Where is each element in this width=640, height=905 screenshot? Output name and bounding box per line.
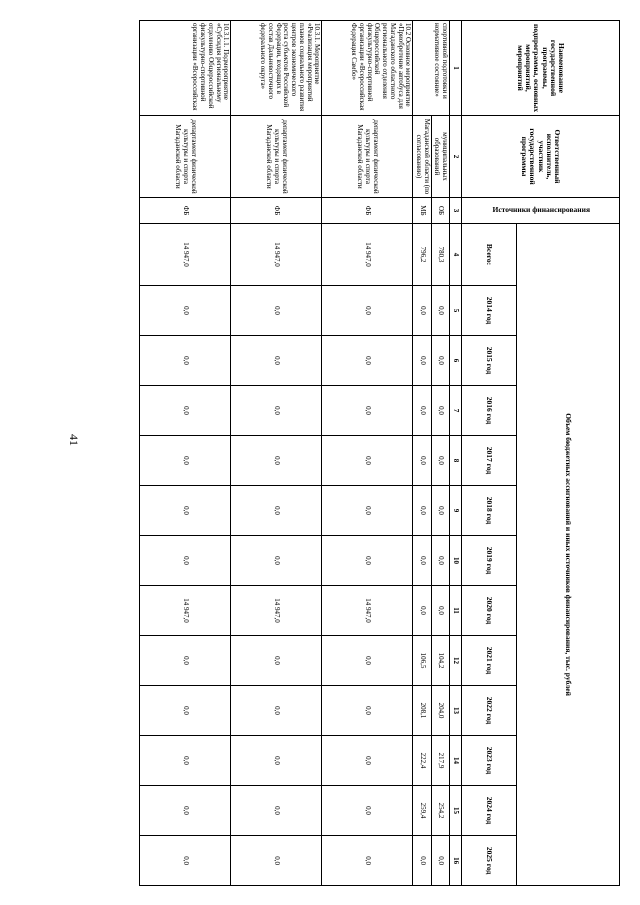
column-index: 13 xyxy=(450,686,462,736)
row-value: 0,0 xyxy=(231,436,322,486)
row-value: 0,0 xyxy=(413,386,431,436)
row-value: 104,2 xyxy=(431,636,449,686)
column-index: 16 xyxy=(450,836,462,886)
row-value: 0,0 xyxy=(140,786,231,836)
column-index: 5 xyxy=(450,286,462,336)
row-value: 0,0 xyxy=(140,436,231,486)
header-year: 2016 год xyxy=(462,386,517,436)
row-value: 0,0 xyxy=(231,536,322,586)
row-value: 0,0 xyxy=(431,386,449,436)
column-index: 3 xyxy=(450,198,462,224)
page-number: 41 xyxy=(67,434,81,446)
row-value: 0,0 xyxy=(231,636,322,686)
header-year: 2025 год xyxy=(462,836,517,886)
header-total: Всего: xyxy=(462,224,517,286)
row-value: 0,0 xyxy=(322,736,413,786)
row-name: 10.3.1. Мероприятие «Реализация мероприятий планов социального развития центров экономического роста субъектов Российской Федерации, входящих в состав Дальневосточного федерального округа» xyxy=(231,21,322,116)
header-year: 2021 год xyxy=(462,636,517,686)
row-value: 0,0 xyxy=(322,536,413,586)
row-value: 0,0 xyxy=(431,586,449,636)
table-row xyxy=(413,21,431,886)
row-value: 0,0 xyxy=(413,436,431,486)
row-total: 780,3 xyxy=(431,224,449,286)
row-value: 0,0 xyxy=(431,286,449,336)
row-source: ОБ xyxy=(431,198,449,224)
header-year: 2019 год xyxy=(462,536,517,586)
column-index: 4 xyxy=(450,224,462,286)
row-value: 217,9 xyxy=(431,736,449,786)
row-value: 0,0 xyxy=(140,536,231,586)
table-row xyxy=(140,21,231,886)
row-value: 0,0 xyxy=(231,686,322,736)
row-value: 0,0 xyxy=(413,336,431,386)
row-value: 0,0 xyxy=(322,486,413,536)
column-index: 8 xyxy=(450,436,462,486)
row-total: 14 947,0 xyxy=(231,224,322,286)
row-value: 0,0 xyxy=(140,286,231,336)
row-value: 0,0 xyxy=(413,836,431,886)
row-value: 0,0 xyxy=(322,786,413,836)
row-value: 0,0 xyxy=(431,836,449,886)
row-value: 0,0 xyxy=(140,736,231,786)
row-name: 10.3.1.1. Подмероприятие «Субсидия региональному отделению Общероссийской физкультурно-спортивной организации «Всероссийская xyxy=(140,21,231,116)
header-funding-group: Объем бюджетных ассигнований и иных источников финансирования, тыс. рублей xyxy=(517,224,620,886)
header-year: 2014 год xyxy=(462,286,517,336)
row-name: 10.2 Основное мероприятие «Приобретение автобуса для Магаданского областного регионального отделения Общероссийской физкультурно-спортивной организации «Всероссийская Федерация Самбо» xyxy=(322,21,413,116)
row-value: 14 947,0 xyxy=(140,586,231,636)
row-value: 0,0 xyxy=(322,286,413,336)
row-value: 0,0 xyxy=(413,536,431,586)
column-index: 1 xyxy=(450,21,462,116)
row-value: 0,0 xyxy=(140,386,231,436)
row-source: ФБ xyxy=(322,198,413,224)
header-year: 2023 год xyxy=(462,736,517,786)
column-index: 15 xyxy=(450,786,462,836)
row-executor: Магаданской области (по согласованию) xyxy=(413,116,431,198)
column-index: 6 xyxy=(450,336,462,386)
row-value: 0,0 xyxy=(231,386,322,436)
row-executor: муниципальных образований xyxy=(431,116,449,198)
row-value: 0,0 xyxy=(231,786,322,836)
funding-table xyxy=(139,20,620,886)
row-value: 254,2 xyxy=(431,786,449,836)
row-value: 0,0 xyxy=(140,686,231,736)
header-source: Источники финансирования xyxy=(462,198,620,224)
rotated-table-frame xyxy=(70,20,620,885)
row-executor: департамент физической культуры и спорта Магаданской области xyxy=(231,116,322,198)
column-index: 9 xyxy=(450,486,462,536)
header-executor: Ответственный исполнитель, участник государственной программы xyxy=(462,116,620,198)
row-value: 0,0 xyxy=(431,536,449,586)
row-value: 0,0 xyxy=(322,436,413,486)
row-value: 0,0 xyxy=(322,836,413,886)
header-year: 2018 год xyxy=(462,486,517,536)
row-value: 0,0 xyxy=(431,336,449,386)
row-total: 796,2 xyxy=(413,224,431,286)
row-value: 0,0 xyxy=(322,386,413,436)
row-source: ФБ xyxy=(140,198,231,224)
row-executor: департамент физической культуры и спорта Магаданской области xyxy=(322,116,413,198)
header-year: 2024 год xyxy=(462,786,517,836)
row-value: 0,0 xyxy=(231,336,322,386)
header-name: Наименование государственной программы, подпрограммы, основных мероприятий, мероприятий xyxy=(462,21,620,116)
header-year: 2015 год xyxy=(462,336,517,386)
row-value: 0,0 xyxy=(322,336,413,386)
row-source: ФБ xyxy=(231,198,322,224)
row-executor: департамент физической культуры и спорта Магаданской области xyxy=(140,116,231,198)
rotated-content xyxy=(70,20,620,885)
row-name: спортивной подготовки и нормативное состояние» xyxy=(413,21,450,116)
column-index: 7 xyxy=(450,386,462,436)
header-year: 2020 год xyxy=(462,586,517,636)
row-value: 0,0 xyxy=(140,636,231,686)
table-row xyxy=(231,21,322,886)
row-total: 14 947,0 xyxy=(140,224,231,286)
column-index: 2 xyxy=(450,116,462,198)
row-value: 0,0 xyxy=(413,586,431,636)
row-total: 14 947,0 xyxy=(322,224,413,286)
column-index: 12 xyxy=(450,636,462,686)
row-value: 204,0 xyxy=(431,686,449,736)
row-value: 0,0 xyxy=(431,486,449,536)
header-year: 2022 год xyxy=(462,686,517,736)
row-value: 0,0 xyxy=(231,836,322,886)
row-value: 0,0 xyxy=(140,486,231,536)
row-value: 0,0 xyxy=(140,336,231,386)
header-year: 2017 год xyxy=(462,436,517,486)
row-value: 106,5 xyxy=(413,636,431,686)
table-row xyxy=(322,21,413,886)
column-index: 10 xyxy=(450,536,462,586)
row-value: 0,0 xyxy=(140,836,231,886)
row-value: 208,1 xyxy=(413,686,431,736)
row-value: 0,0 xyxy=(431,436,449,486)
table-row xyxy=(431,21,449,886)
column-index: 11 xyxy=(450,586,462,636)
row-value: 0,0 xyxy=(413,486,431,536)
row-value: 0,0 xyxy=(231,486,322,536)
row-value: 0,0 xyxy=(231,736,322,786)
row-value: 14 947,0 xyxy=(231,586,322,636)
row-value: 0,0 xyxy=(322,636,413,686)
row-source: МБ xyxy=(413,198,431,224)
row-value: 14 947,0 xyxy=(322,586,413,636)
row-value: 259,4 xyxy=(413,786,431,836)
row-value: 0,0 xyxy=(413,286,431,336)
row-value: 0,0 xyxy=(231,286,322,336)
row-value: 0,0 xyxy=(322,686,413,736)
column-index: 14 xyxy=(450,736,462,786)
row-value: 222,4 xyxy=(413,736,431,786)
